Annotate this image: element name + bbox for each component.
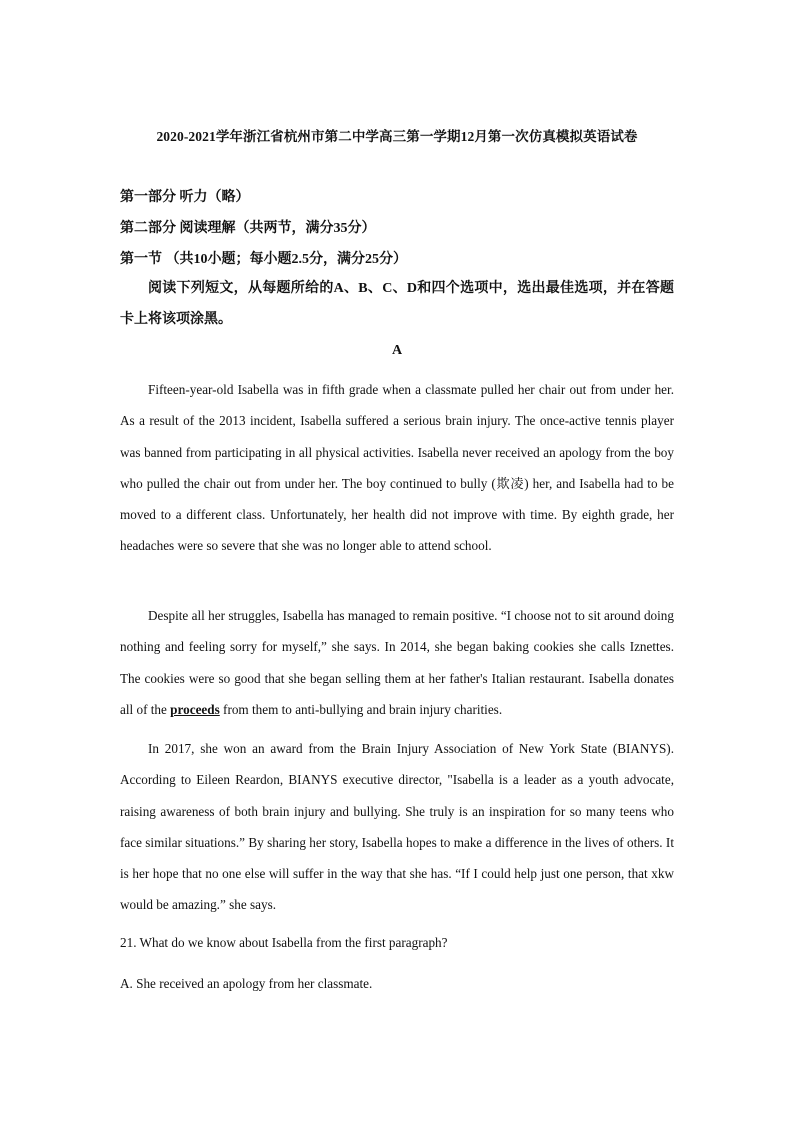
paragraph-1: Fifteen-year-old Isabella was in fifth grade when a classmate pulled her chair out from under her. As a result of the 2013 incident, Isabella suffered a serious brain injury. The once-active tennis player was banned from participating in all physical activities. Isabella never received an apology from the boy who pulled the chair out from under her. The boy continued to bully (欺凌) her, and Isabella had to be moved to a different class. Unfortunately, her health did not improve with time. By eighth grade, her headaches were so severe that she was no longer able to attend school. [120,382,674,554]
part2-heading: 第二部分 阅读理解（共两节，满分35分） [120,221,376,236]
question-21-stem: 21. What do we know about Isabella from the first paragraph? [120,935,448,950]
passage-label: A [391,343,403,358]
question-21-option-a: A. She received an apology from her classmate. [120,976,373,991]
reading-instructions: 阅读下列短文，从每题所给的A、B、C、D和四个选项中，选出最佳选项，并在答题卡上将该项涂黑。 [120,281,674,327]
paragraph-2-text-start: Despite all her struggles, Isabella has managed to remain positive. “I choose not to sit around doing nothing and feeling sorry for myself,” she says. In 2014, she began baking cookies she calls Iznettes. The cookies were so good that she began selling them at her father's Italian restaurant. Isabella donates all of the [120,608,674,717]
keyword-proceeds: proceeds [170,701,220,717]
paragraph-2-text-end: from them to anti-bullying and brain injury charities. [219,701,503,717]
paragraph-2 [120,600,674,725]
exam-title: 2020-2021学年浙江省杭州市第二中学高三第一学期12月第一次仿真模拟英语试卷 [156,129,638,144]
section1-heading: 第一节 （共10小题；每小题2.5分，满分25分） [120,252,407,267]
paragraph-3: In 2017, she won an award from the Brain Injury Association of New York State (BIANYS). According to Eileen Reardon, BIANYS executive director, "Isabella is a leader as a youth advocate, raising awareness of both brain injury and bullying. She truly is an inspiration for so many teens who face similar situations.” By sharing her story, Isabella hopes to make a difference in the lives of others. It is her hope that no one else will suffer in the way that she has. “If I could help just one person, that xkw would be amazing.” she says. [120,741,674,913]
part1-heading: 第一部分 听力（略） [120,190,250,205]
